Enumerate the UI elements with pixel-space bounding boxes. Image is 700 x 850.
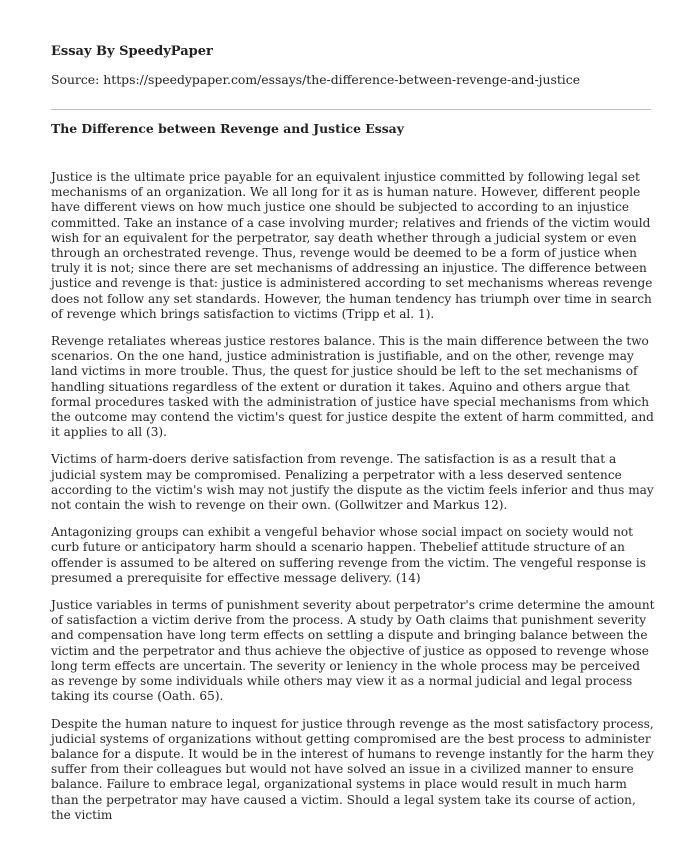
essay-paragraph: Revenge retaliates whereas justice restores balance. This is the main difference between the two scenarios. On the one hand, justice administration is justifiable, and on the other, revenge may land victims in more trouble. Thus, the quest for justice should be left to the set mechanisms of handling situations regardless of the extent or duration it takes. Aquino and others argue that formal procedures tasked with the administration of justice have special mechanisms from which the outcome may contend the victim's quest for justice despite the extent of harm committed, and it applies to all (3). xyxy=(51,334,654,440)
site-title: Essay By SpeedyPaper xyxy=(51,44,213,59)
essay-paragraph: Justice variables in terms of punishment severity about perpetrator's crime determine the amount of satisfaction a victim derive from the process. A study by Oath claims that punishment severity and compensation have long term effects on settling a dispute and bringing balance between the victim and the perpetrator and thus achieve the objective of justice as opposed to revenge whose long term effects are uncertain. The severity or leniency in the whole process may be perceived as revenge by some individuals while others may view it as a normal judicial and legal process taking its course (Oath. 65). xyxy=(51,598,655,704)
essay-title: The Difference between Revenge and Justice Essay xyxy=(51,121,404,136)
source-line: Source: https://speedypaper.com/essays/the-difference-between-revenge-and-justice xyxy=(51,72,581,87)
essay-paragraph: Justice is the ultimate price payable for an equivalent injustice committed by following legal set mechanisms of an organization. We all long for it as is human nature. However, different people have different views on how much justice one should be subjected to according to an injustice committed. Take an instance of a case involving murder; relatives and friends of the victim would wish for an equivalent for the perpetrator, say death whether through a judicial system or even through an orchestrated revenge. Thus, revenge would be deemed to be a form of justice when truly it is not; since there are set mechanisms of addressing an injustice. The difference between justice and revenge is that: justice is administered according to set mechanisms whereas revenge does not follow any set standards. However, the human tendency has triumph over time in search of revenge which brings satisfaction to victims (Tripp et al. 1). xyxy=(51,170,653,321)
essay-body xyxy=(51,170,656,835)
essay-paragraph: Despite the human nature to inquest for justice through revenge as the most satisfactory process, judicial systems of organizations without getting compromised are the best process to administer balance for a dispute. It would be in the interest of humans to revenge instantly for the harm they suffer from their colleagues but would not have solved an issue in a civilized manner to ensure balance. Failure to embrace legal, organizational systems in place would result in much harm than the perpetrator may have caused a victim. Should a legal system take its course of action, the victim xyxy=(51,716,654,822)
essay-paragraph: Antagonizing groups can exhibit a vengeful behavior whose social impact on society would not curb future or anticipatory harm should a scenario happen. Thebelief attitude structure of an offender is assumed to be altered on suffering revenge from the victim. The vengeful response is presumed a prerequisite for effective message delivery. (14) xyxy=(51,525,646,585)
essay-paragraph: Victims of harm-doers derive satisfaction from revenge. The satisfaction is as a result that a judicial system may be compromised. Penalizing a perpetrator with a less deserved sentence according to the victim's wish may not justify the dispute as the victim feels inferior and thus may not contain the wish to revenge on their own. (Gollwitzer and Markus 12). xyxy=(51,452,654,513)
header-divider xyxy=(51,109,651,110)
